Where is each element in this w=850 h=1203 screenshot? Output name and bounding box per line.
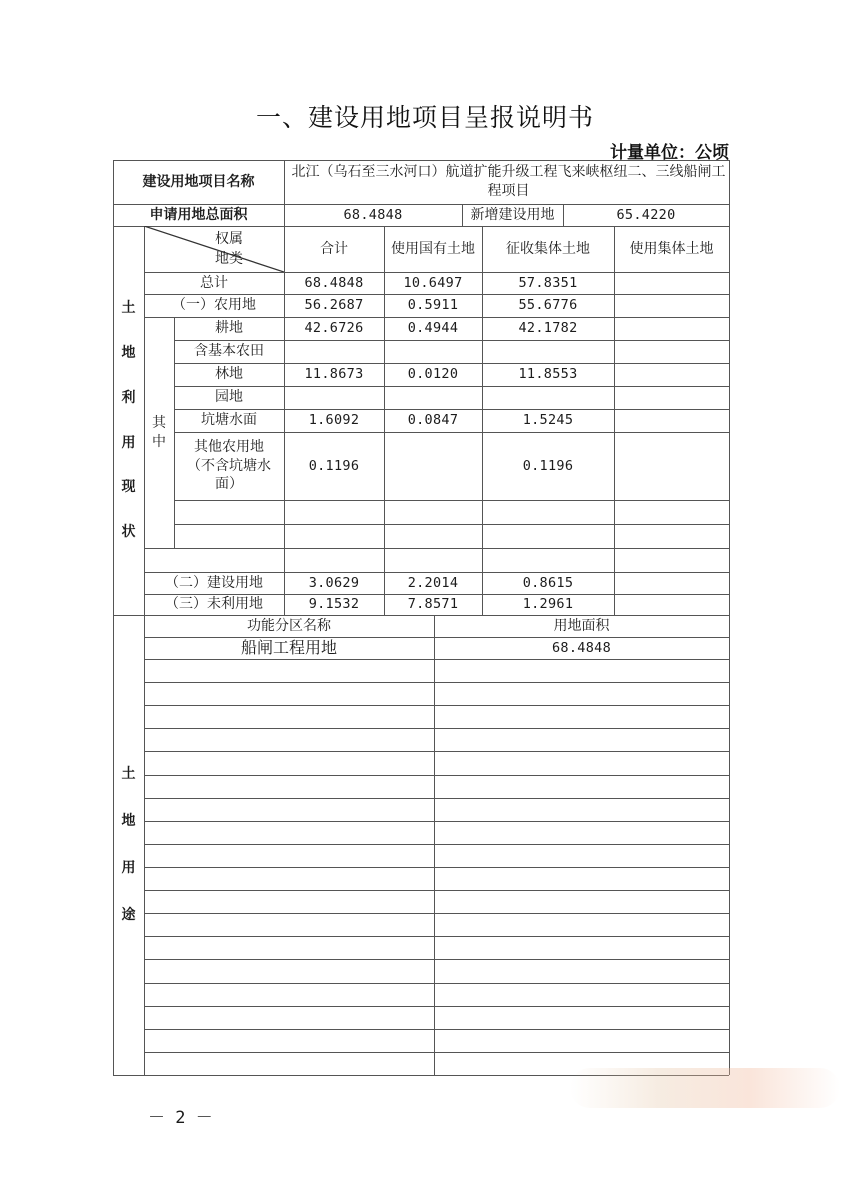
column-header: 使用集体土地 bbox=[629, 240, 714, 257]
grid-line bbox=[144, 751, 729, 752]
diagonal-top-label: 权属 bbox=[215, 230, 243, 247]
qizhong-char: 中 bbox=[152, 433, 166, 450]
section-label-char: 途 bbox=[121, 906, 136, 923]
data-cell: 10.6497 bbox=[403, 274, 463, 291]
row-label: 总计 bbox=[200, 274, 228, 291]
data-cell bbox=[614, 363, 729, 386]
data-cell: 0.1196 bbox=[522, 457, 574, 474]
data-cell: 42.1782 bbox=[518, 320, 578, 337]
row-label: 其他农用地（不含坑塘水面） bbox=[187, 438, 271, 493]
grid-line bbox=[144, 659, 729, 660]
total-area-label: 申请用地总面积 bbox=[149, 206, 248, 223]
data-cell: 11.8673 bbox=[304, 366, 364, 383]
data-cell bbox=[482, 340, 614, 363]
grid-line bbox=[144, 959, 729, 960]
data-cell: 55.6776 bbox=[518, 297, 578, 314]
data-cell bbox=[614, 500, 729, 524]
data-cell bbox=[482, 500, 614, 524]
row-label bbox=[174, 548, 284, 572]
grid-line bbox=[144, 936, 729, 937]
data-cell bbox=[284, 500, 384, 524]
data-cell: 1.6092 bbox=[308, 412, 360, 429]
grid-line bbox=[144, 844, 729, 845]
data-cell bbox=[384, 548, 482, 572]
data-cell bbox=[482, 548, 614, 572]
data-cell: 3.0629 bbox=[308, 574, 360, 591]
data-cell: 0.4944 bbox=[407, 320, 459, 337]
grid-line bbox=[144, 1052, 729, 1053]
data-cell bbox=[384, 340, 482, 363]
section-label-land-use bbox=[113, 615, 144, 1075]
data-cell bbox=[614, 272, 729, 294]
data-cell: 2.2014 bbox=[407, 574, 459, 591]
row-label: 林地 bbox=[215, 366, 243, 383]
total-area-value: 68.4848 bbox=[343, 206, 403, 223]
data-cell: 1.2961 bbox=[522, 596, 574, 613]
section-label-char: 土 bbox=[121, 299, 136, 316]
data-cell: 42.6726 bbox=[304, 320, 364, 337]
data-cell bbox=[614, 409, 729, 432]
data-cell bbox=[384, 386, 482, 409]
data-cell bbox=[614, 386, 729, 409]
data-cell: 11.8553 bbox=[518, 366, 578, 383]
section-label-char: 状 bbox=[121, 524, 136, 541]
data-cell: 0.0847 bbox=[407, 412, 459, 429]
data-cell: 0.1196 bbox=[308, 457, 360, 474]
data-cell bbox=[284, 524, 384, 548]
data-cell bbox=[284, 340, 384, 363]
data-cell bbox=[614, 317, 729, 340]
row-label: 耕地 bbox=[215, 320, 243, 337]
diagonal-bottom-label: 地类 bbox=[215, 250, 243, 267]
grid-line bbox=[144, 548, 174, 549]
data-cell bbox=[614, 594, 729, 615]
row-label: 园地 bbox=[215, 389, 243, 406]
row-label: （二）建设用地 bbox=[165, 574, 263, 591]
page-number: － 2 － bbox=[148, 1108, 213, 1128]
section-label-char: 用 bbox=[121, 434, 136, 451]
row-label bbox=[174, 500, 284, 524]
land-use-column-header: 用地面积 bbox=[553, 617, 610, 634]
grid-line bbox=[144, 775, 729, 776]
data-cell bbox=[614, 340, 729, 363]
grid-line bbox=[144, 821, 729, 822]
section-label-char: 土 bbox=[121, 766, 136, 783]
scan-artifact bbox=[570, 1068, 840, 1108]
data-cell bbox=[614, 548, 729, 572]
column-header: 使用国有土地 bbox=[391, 240, 475, 257]
section-label-char: 利 bbox=[121, 389, 136, 406]
grid-line bbox=[144, 798, 729, 799]
data-cell bbox=[614, 432, 729, 500]
unit-label: 计量单位：公顷 bbox=[610, 143, 729, 163]
project-name-value: 北江（乌石至三水河口）航道扩能升级工程飞来峡枢纽二、三线船闸工程项目 bbox=[291, 164, 726, 199]
qizhong-label bbox=[144, 317, 174, 548]
section-label-char: 用 bbox=[121, 860, 136, 876]
data-cell: 0.5911 bbox=[407, 297, 459, 314]
data-cell: 56.2687 bbox=[304, 297, 364, 314]
section-label-char: 现 bbox=[121, 479, 136, 496]
grid-line bbox=[144, 705, 729, 706]
column-header: 合计 bbox=[320, 240, 348, 257]
row-label: 含基本农田 bbox=[194, 343, 264, 360]
data-cell: 1.5245 bbox=[522, 412, 574, 429]
land-use-area: 68.4848 bbox=[552, 639, 611, 656]
data-cell bbox=[284, 548, 384, 572]
data-cell: 0.0120 bbox=[407, 366, 459, 383]
land-use-report-table bbox=[113, 160, 729, 1075]
grid-line bbox=[144, 682, 729, 683]
data-cell: 57.8351 bbox=[518, 274, 578, 291]
data-cell: 7.8571 bbox=[407, 596, 459, 613]
data-cell bbox=[614, 294, 729, 317]
land-use-name: 船闸工程用地 bbox=[240, 638, 337, 658]
grid-line bbox=[144, 728, 729, 729]
section-label-char: 地 bbox=[121, 813, 136, 830]
data-cell: 0.8615 bbox=[522, 574, 574, 591]
data-cell: 9.1532 bbox=[308, 596, 360, 613]
grid-line bbox=[144, 890, 729, 891]
land-use-column-header: 功能分区名称 bbox=[247, 617, 331, 634]
row-label: 坑塘水面 bbox=[201, 412, 257, 429]
row-label: （三）未利用地 bbox=[165, 596, 263, 613]
grid-line bbox=[144, 983, 729, 984]
row-label bbox=[174, 524, 284, 548]
document-title: 一、建设用地项目呈报说明书 bbox=[255, 103, 594, 132]
grid-line bbox=[144, 913, 729, 914]
new-construction-label: 新增建设用地 bbox=[470, 206, 555, 223]
grid-line bbox=[144, 867, 729, 868]
data-cell bbox=[482, 386, 614, 409]
project-name-label: 建设用地项目名称 bbox=[142, 173, 255, 190]
data-cell bbox=[482, 524, 614, 548]
data-cell bbox=[384, 524, 482, 548]
data-cell bbox=[614, 572, 729, 594]
section-label-land-status bbox=[113, 226, 144, 615]
qizhong-char: 其 bbox=[152, 414, 166, 431]
section-label-char: 地 bbox=[121, 344, 136, 361]
row-label: （一）农用地 bbox=[172, 297, 256, 314]
data-cell bbox=[384, 500, 482, 524]
grid-line bbox=[144, 1029, 729, 1030]
data-cell bbox=[614, 524, 729, 548]
data-cell: 68.4848 bbox=[304, 274, 364, 291]
new-construction-value: 65.4220 bbox=[616, 206, 676, 223]
column-header: 征收集体土地 bbox=[506, 240, 590, 257]
data-cell bbox=[284, 386, 384, 409]
grid-line bbox=[144, 1006, 729, 1007]
grid-line bbox=[729, 160, 730, 1075]
data-cell bbox=[384, 432, 482, 500]
